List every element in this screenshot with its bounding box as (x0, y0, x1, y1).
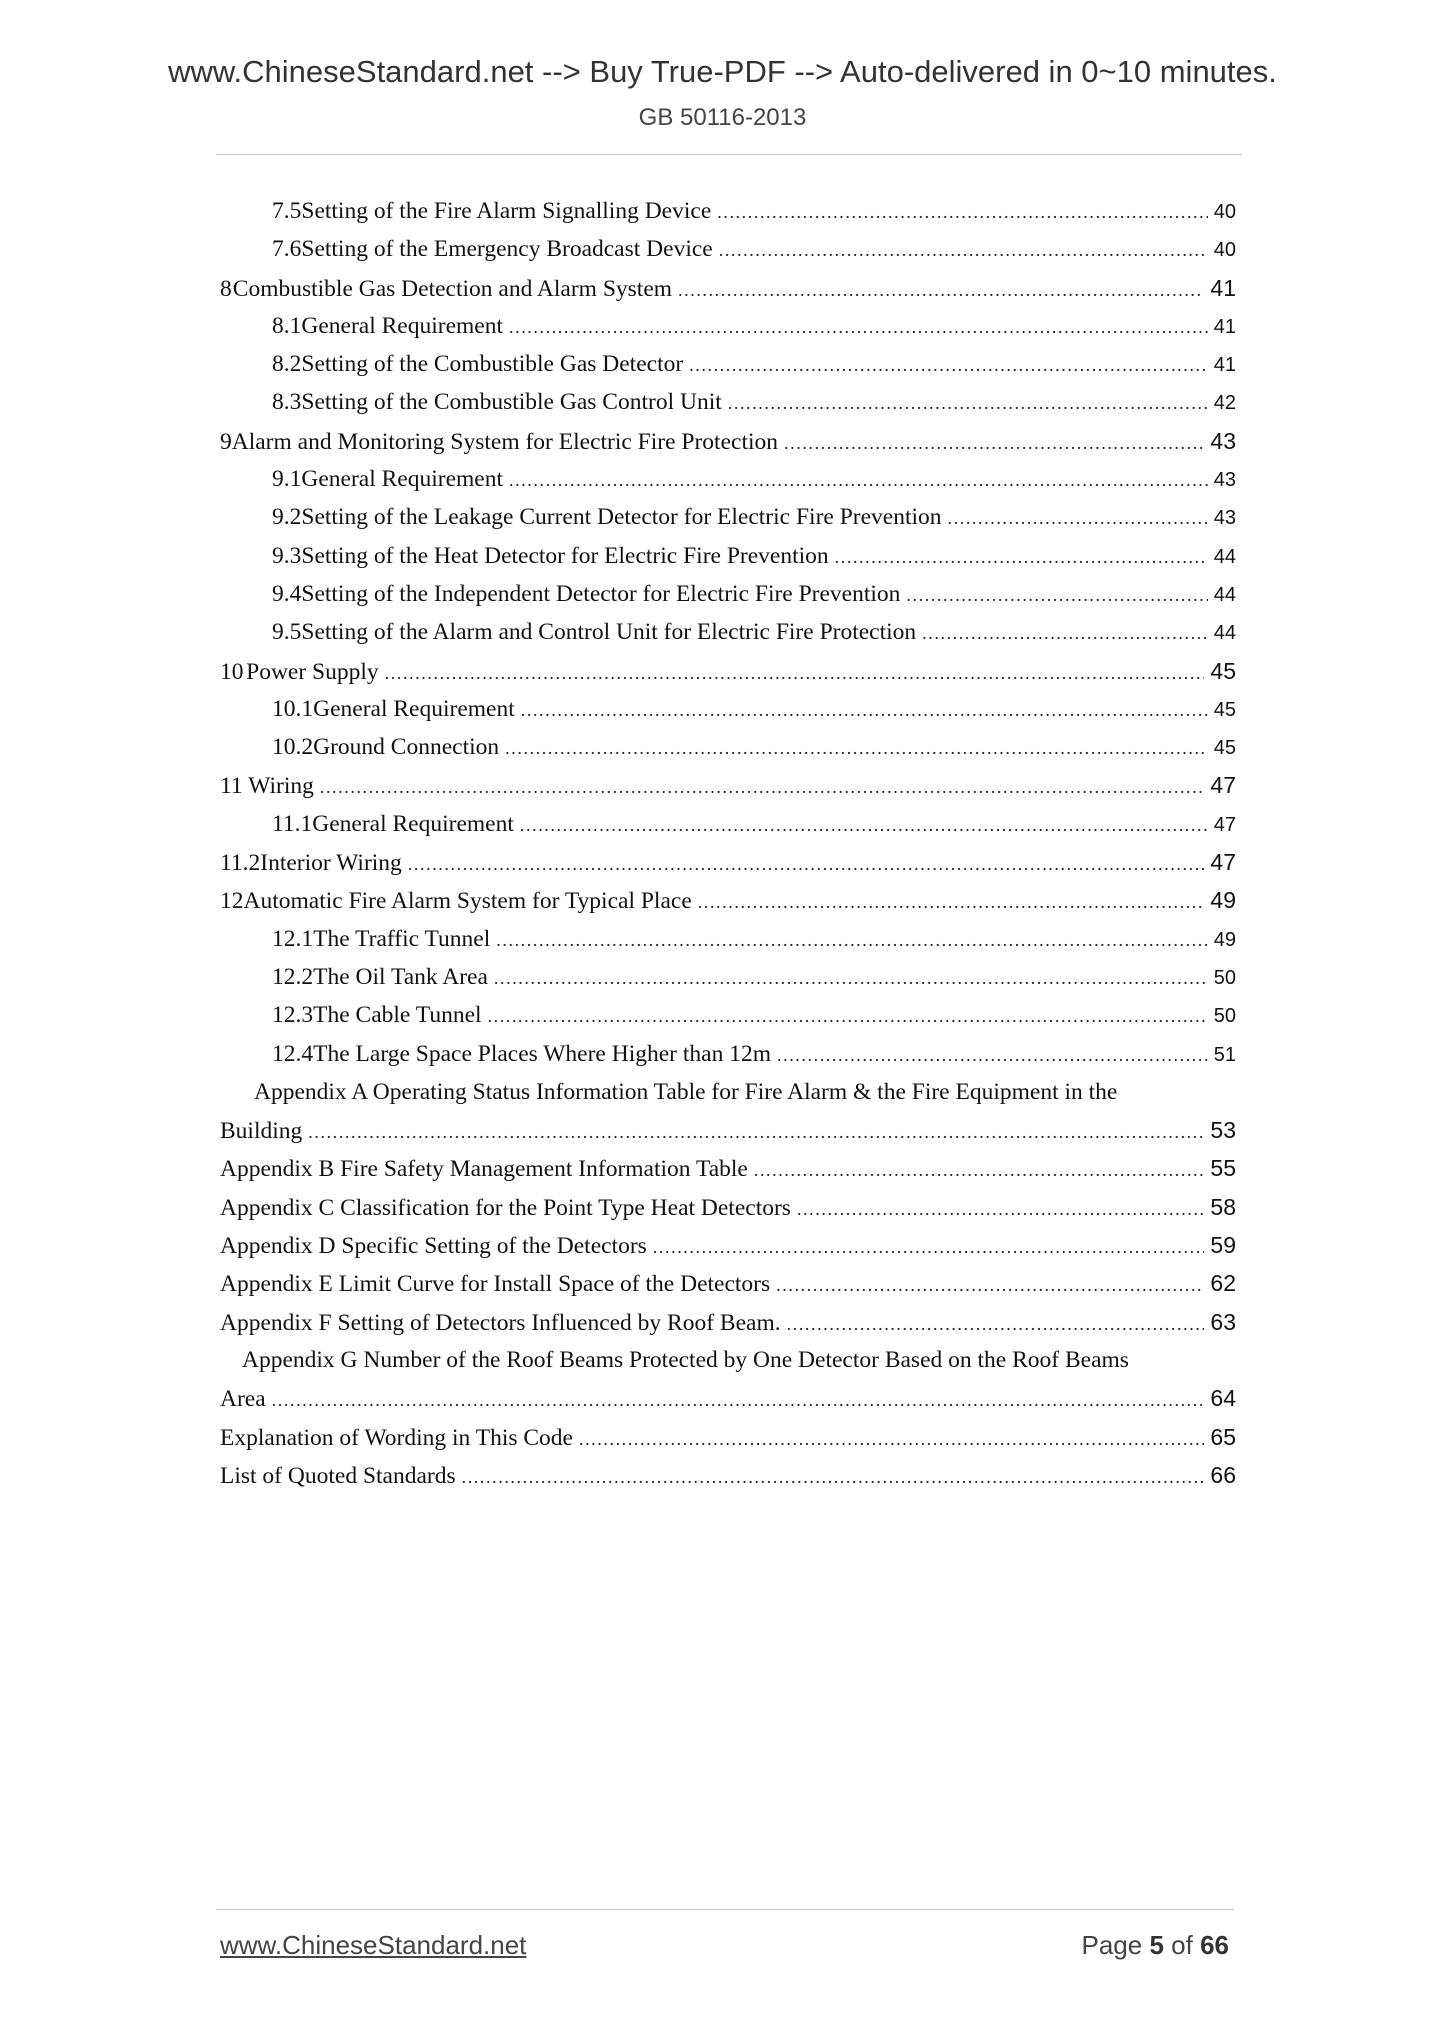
toc-page: 47 (1210, 849, 1236, 876)
toc-entry-9-1[interactable] (220, 466, 1236, 504)
toc-entry-quoted-standards[interactable] (220, 1462, 1236, 1500)
toc-entry-appendix-f[interactable] (220, 1309, 1236, 1347)
toc-number: 9 (220, 428, 232, 455)
table-of-contents (220, 198, 1236, 1500)
toc-entry-7-6[interactable] (220, 236, 1236, 274)
toc-entry-appendix-d[interactable] (220, 1232, 1236, 1270)
toc-number: 12.3 (272, 1002, 314, 1029)
toc-entry-appendix-a-line1[interactable] (220, 1079, 1236, 1117)
toc-entry-8-2[interactable] (220, 351, 1236, 389)
toc-entry-11-2[interactable] (220, 849, 1236, 887)
toc-entry-appendix-e[interactable] (220, 1270, 1236, 1308)
toc-entry-12[interactable] (220, 887, 1236, 925)
toc-title: Setting of the Fire Alarm Signalling Device (301, 198, 712, 224)
toc-number: 9.1 (272, 466, 302, 493)
toc-number: 10.1 (272, 695, 314, 722)
toc-page: 44 (1213, 622, 1236, 645)
toc-title: Appendix C Classification for the Point Type Heat Detectors (220, 1194, 791, 1221)
toc-title: General Requirement (301, 466, 503, 493)
toc-entry-9-2[interactable] (220, 504, 1236, 542)
toc-title: General Requirement (312, 810, 514, 837)
toc-number: 9.2 (272, 504, 302, 531)
toc-page: 45 (1210, 657, 1236, 684)
toc-entry-appendix-c[interactable] (220, 1194, 1236, 1232)
dot-leader (698, 892, 1205, 913)
dot-leader (488, 1006, 1208, 1027)
toc-entry-9-3[interactable] (220, 543, 1236, 581)
toc-number: 8 (220, 275, 232, 302)
dot-leader (579, 1429, 1204, 1450)
current-page-number: 5 (1149, 1930, 1164, 1960)
dot-leader (520, 815, 1208, 836)
dot-leader (505, 738, 1208, 759)
toc-title: Setting of the Leakage Current Detector for Electric Fire Prevention (301, 504, 942, 531)
toc-number: 8.3 (272, 389, 302, 416)
toc-title: Wiring (248, 773, 314, 800)
toc-title: The Cable Tunnel (313, 1002, 482, 1029)
toc-entry-appendix-a[interactable] (220, 1117, 1236, 1155)
toc-page: 43 (1210, 427, 1236, 454)
toc-number: 12.1 (272, 925, 314, 952)
toc-title: Appendix F Setting of Detectors Influenced by Roof Beam. (220, 1309, 781, 1336)
toc-page: 55 (1210, 1155, 1236, 1182)
header-banner: www.ChineseStandard.net --> Buy True-PDF --> Auto-delivered in 0~10 minutes. (168, 54, 1277, 89)
toc-number: 12.2 (272, 963, 314, 990)
toc-number: 9.5 (272, 619, 302, 646)
toc-title: Setting of the Independent Detector for Electric Fire Prevention (301, 580, 901, 607)
toc-entry-8[interactable] (220, 275, 1236, 313)
dot-leader (835, 547, 1208, 568)
toc-number: 10.2 (272, 734, 314, 761)
toc-entry-appendix-b[interactable] (220, 1155, 1236, 1193)
toc-title: Ground Connection (313, 734, 500, 761)
toc-number: 11.2 (220, 850, 261, 877)
toc-entry-10-2[interactable] (220, 734, 1236, 772)
toc-number: 11 (220, 773, 243, 800)
toc-page: 41 (1213, 354, 1236, 377)
toc-page: 47 (1213, 813, 1236, 836)
toc-entry-11[interactable] (220, 772, 1236, 810)
toc-title: Appendix D Specific Setting of the Detectors (220, 1233, 647, 1260)
total-page-count: 66 (1200, 1930, 1229, 1960)
toc-page: 40 (1213, 201, 1236, 223)
toc-title: Building (220, 1118, 303, 1145)
page-of: of (1171, 1930, 1193, 1960)
toc-page: 40 (1213, 239, 1236, 262)
toc-entry-9-4[interactable] (220, 581, 1236, 619)
toc-title: Appendix A Operating Status Information Table for Fire Alarm & the Fire Equipment in the (254, 1078, 1118, 1105)
dot-leader (776, 1275, 1204, 1296)
toc-page: 66 (1210, 1461, 1236, 1488)
dot-leader (653, 1237, 1205, 1258)
toc-title: Appendix B Fire Safety Management Information Table (220, 1156, 748, 1183)
dot-leader (272, 1390, 1205, 1411)
toc-title: Automatic Fire Alarm System for Typical Place (243, 888, 692, 915)
toc-entry-appendix-g[interactable] (220, 1385, 1236, 1423)
toc-entry-7-5[interactable] (220, 198, 1236, 236)
toc-page: 45 (1213, 737, 1236, 760)
toc-page: 58 (1210, 1193, 1236, 1220)
dot-leader (906, 585, 1207, 606)
standard-code: GB 50116-2013 (638, 104, 807, 131)
toc-entry-10[interactable] (220, 658, 1236, 696)
toc-title: Setting of the Combustible Gas Detector (301, 351, 684, 378)
toc-number: 7.5 (272, 198, 302, 224)
toc-page: 47 (1210, 772, 1236, 799)
toc-page: 43 (1213, 469, 1236, 492)
dot-leader (496, 930, 1207, 951)
toc-entry-8-3[interactable] (220, 389, 1236, 427)
toc-page: 51 (1213, 1043, 1236, 1066)
toc-entry-appendix-g-line1[interactable] (220, 1347, 1236, 1385)
dot-leader (320, 777, 1205, 798)
toc-title: List of Quoted Standards (220, 1462, 456, 1489)
toc-page: 65 (1210, 1423, 1236, 1450)
toc-page: 50 (1213, 1005, 1236, 1028)
toc-title: Interior Wiring (260, 850, 402, 877)
page-indicator (1081, 1930, 1229, 1961)
toc-title: Area (220, 1386, 266, 1413)
toc-entry-12-2[interactable] (220, 964, 1236, 1002)
toc-page: 45 (1213, 698, 1236, 721)
dot-leader (408, 854, 1205, 875)
dot-leader (521, 700, 1208, 721)
toc-title: Power Supply (246, 658, 379, 685)
toc-number: 9.3 (272, 542, 302, 569)
dot-leader (509, 317, 1208, 338)
toc-title: Appendix G Number of the Roof Beams Protected by One Detector Based on the Roof Beams (242, 1346, 1129, 1373)
toc-title: Setting of the Emergency Broadcast Device (301, 236, 713, 263)
dot-leader (509, 470, 1208, 491)
toc-page: 59 (1210, 1232, 1236, 1259)
toc-entry-10-1[interactable] (220, 696, 1236, 734)
toc-page: 49 (1213, 928, 1236, 951)
toc-number: 8.1 (272, 312, 302, 339)
toc-title: Appendix E Limit Curve for Install Space of the Detectors (220, 1271, 771, 1298)
toc-entry-11-1[interactable] (220, 811, 1236, 849)
toc-title: The Traffic Tunnel (313, 925, 491, 952)
toc-entry-9-5[interactable] (220, 619, 1236, 657)
dot-leader (678, 280, 1204, 301)
toc-page: 41 (1213, 315, 1236, 338)
toc-title: General Requirement (313, 695, 515, 722)
toc-page: 50 (1213, 966, 1236, 989)
dot-leader (922, 623, 1208, 644)
toc-page: 53 (1210, 1117, 1236, 1144)
toc-entry-12-4[interactable] (220, 1041, 1236, 1079)
toc-title: Combustible Gas Detection and Alarm System (232, 275, 673, 302)
toc-title: The Large Space Places Where Higher than 12m (313, 1040, 771, 1067)
dot-leader (719, 240, 1208, 261)
toc-number: 12.4 (272, 1040, 314, 1067)
toc-title: Alarm and Monitoring System for Electric Fire Protection (231, 428, 779, 455)
toc-page: 64 (1210, 1385, 1236, 1412)
page-prefix: Page (1081, 1930, 1143, 1960)
toc-number: 9.4 (272, 580, 302, 607)
header-divider (216, 154, 1242, 155)
dot-leader (689, 355, 1208, 376)
toc-number: 10 (220, 658, 244, 685)
toc-entry-8-1[interactable] (220, 313, 1236, 351)
toc-page: 43 (1213, 507, 1236, 530)
toc-number: 11.1 (272, 810, 313, 837)
toc-number: 7.6 (272, 236, 302, 263)
toc-entry-12-1[interactable] (220, 926, 1236, 964)
dot-leader (462, 1467, 1205, 1488)
toc-title: Setting of the Heat Detector for Electric Fire Prevention (301, 542, 829, 569)
dot-leader (784, 433, 1204, 454)
toc-title: Setting of the Alarm and Control Unit for Electric Fire Protection (301, 619, 917, 646)
toc-entry-9[interactable] (220, 428, 1236, 466)
dot-leader (717, 202, 1208, 223)
footer-site-link[interactable]: www.ChineseStandard.net (220, 1930, 527, 1960)
dot-leader (308, 1122, 1204, 1143)
toc-title: Explanation of Wording in This Code (220, 1424, 573, 1451)
dot-leader (797, 1199, 1204, 1220)
toc-number: 12 (220, 888, 244, 915)
toc-title: General Requirement (301, 312, 503, 339)
dot-leader (787, 1314, 1205, 1335)
toc-page: 62 (1210, 1270, 1236, 1297)
toc-number: 8.2 (272, 351, 302, 378)
dot-leader (948, 508, 1208, 529)
toc-entry-explanation[interactable] (220, 1424, 1236, 1462)
footer-divider (216, 1909, 1234, 1910)
dot-leader (494, 968, 1208, 989)
toc-title: The Oil Tank Area (313, 963, 488, 990)
dot-leader (728, 393, 1208, 414)
toc-entry-12-3[interactable] (220, 1002, 1236, 1040)
toc-title: Setting of the Combustible Gas Control Unit (301, 389, 722, 416)
toc-page: 41 (1210, 274, 1236, 301)
toc-page: 44 (1213, 583, 1236, 606)
toc-page: 49 (1210, 887, 1236, 914)
toc-page: 42 (1213, 392, 1236, 415)
dot-leader (385, 663, 1205, 684)
dot-leader (754, 1160, 1205, 1181)
dot-leader (777, 1045, 1208, 1066)
toc-page: 44 (1213, 545, 1236, 568)
toc-page: 63 (1210, 1308, 1236, 1335)
